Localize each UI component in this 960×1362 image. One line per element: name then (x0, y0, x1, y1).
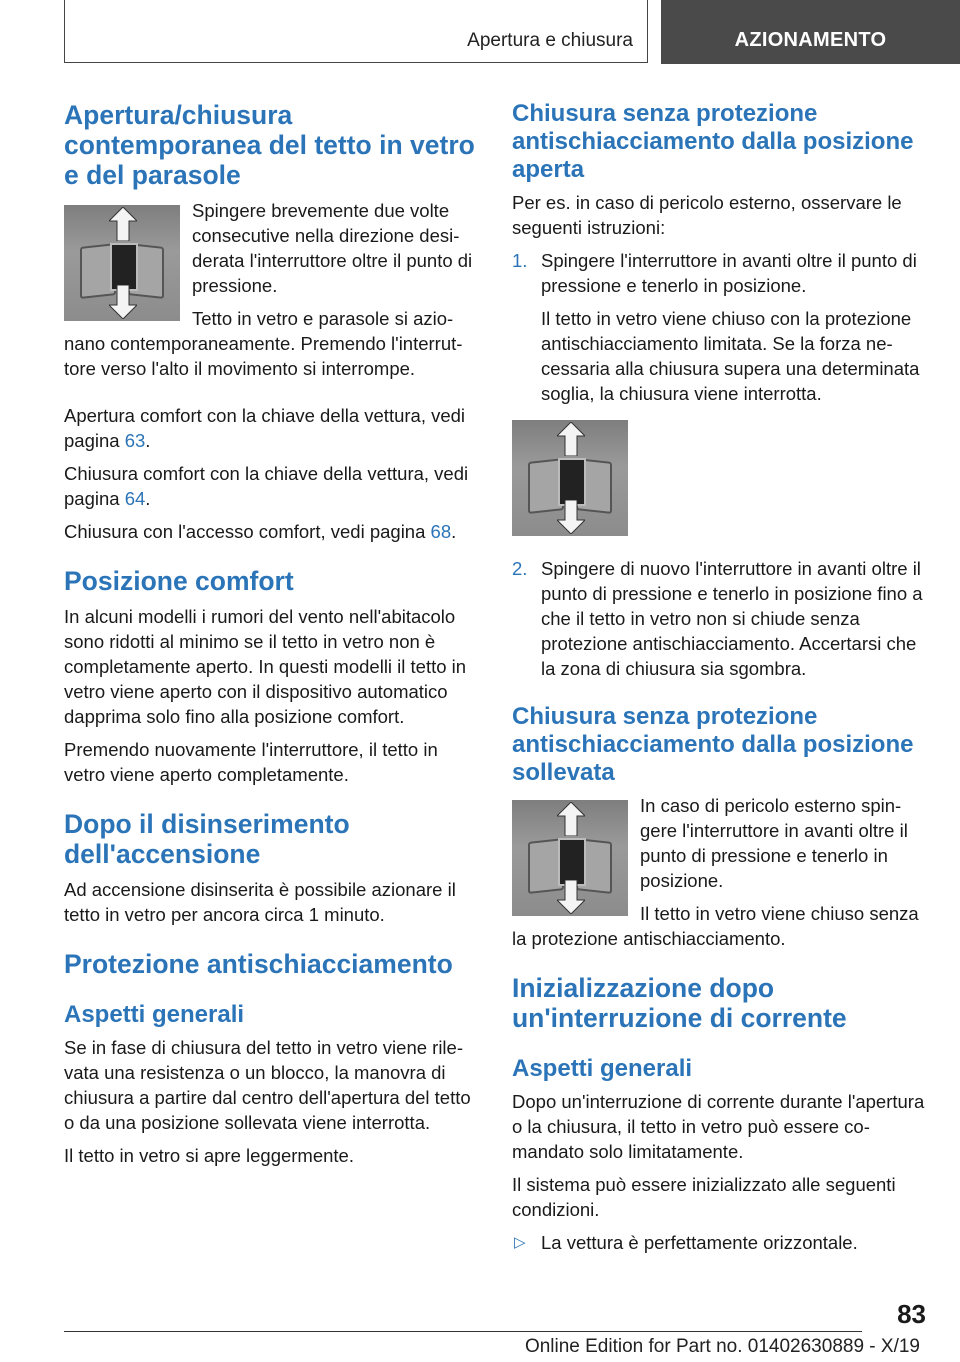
paragraph: Il tetto in vetro viene chiuso senza la protezione antischiacciamento. (512, 903, 919, 949)
paragraph: Chiusura comfort con la chiave della vettura, vedi pagina 64. (64, 463, 469, 509)
list-item: 2. Spingere di nuovo l'interruttore in avanti oltre il punto di pressione e tenerlo in posizione fino a che il tetto in vetro non si chiude senza protezione antischiacciamento. Accertarsi che la zona di chiusura sia sgombra. (512, 558, 923, 679)
header-frame (64, 0, 648, 63)
footer-divider (64, 1331, 862, 1332)
paragraph: Chiusura con l'accesso comfort, vedi pagina 68. (64, 521, 457, 542)
paragraph: Apertura comfort con la chiave della vettura, vedi pagina 63. (64, 405, 466, 451)
right-column (512, 100, 928, 1255)
left-column (64, 100, 480, 1176)
page-link[interactable]: 63 (124, 430, 146, 451)
steps-list (512, 556, 928, 681)
page-number: 83 (897, 1299, 926, 1329)
subheading-aspetti-generali: Aspetti generali (64, 1001, 245, 1028)
paragraph: Dopo un'interruzione di corrente durante l'apertura o la chiusura, il tetto in vetro può essere comandato solo limitatamente. (512, 1091, 925, 1162)
page-link[interactable]: 68 (430, 521, 452, 542)
paragraph: Il sistema può essere inizializzato alle seguenti condizioni. (512, 1174, 896, 1220)
paragraph: Spingere brevemente due volte consecutive nella direzione desiderata l'interruttore oltre il punto di pressione. (192, 200, 473, 296)
paragraph: Tetto in vetro e parasole si azionano contemporaneamente. Premendo l'interruttore verso l'alto il movimento si interrompe. (64, 308, 463, 379)
section-title: Apertura e chiusura (467, 30, 633, 51)
heading-protezione: Protezione antischiacciamento (64, 949, 453, 979)
page-link[interactable]: 64 (124, 488, 146, 509)
sunroof-switch-image (512, 420, 628, 536)
chapter-tab-label: AZIONAMENTO (734, 29, 887, 51)
heading-inizializzazione: Inizializzazione dopo un'interruzione di corrente (512, 973, 847, 1033)
edition-footer: Online Edition for Part no. 01402630889 - X/19 (524, 1336, 920, 1357)
heading-chiusura-aperta: Chiusura senza protezione antischiacciamento dalla posizione aperta (512, 100, 914, 183)
paragraph: Per es. in caso di pericolo esterno, osservare le seguenti istruzioni: (512, 192, 902, 238)
steps-list (512, 248, 928, 406)
sunroof-switch-image (64, 205, 180, 321)
heading-posizione-comfort: Posizione comfort (64, 566, 294, 596)
chapter-tab (661, 0, 960, 64)
step-number: 1. (512, 250, 528, 271)
heading-dopo-disinserimento: Dopo il disinserimento dell'accensione (64, 809, 350, 869)
triangle-bullet-icon: ▷ (514, 1234, 526, 1251)
paragraph: In caso di pericolo esterno spingere l'interruttore in avanti oltre il punto di pressione e tenerlo in posizione. (640, 795, 908, 891)
heading-apertura-chiusura: Apertura/chiusura contemporanea del tetto in vetro e del parasole (64, 100, 475, 190)
heading-chiusura-sollevata: Chiusura senza protezione antischiacciamento dalla posizione sollevata (512, 703, 914, 786)
paragraph: Premendo nuovamente l'interruttore, il tetto in vetro viene aperto completamente. (64, 739, 438, 785)
paragraph: Ad accensione disinserita è possibile azionare il tetto in vetro per ancora circa 1 minuto. (64, 879, 456, 925)
subheading-aspetti-generali: Aspetti generali (512, 1055, 693, 1082)
sunroof-switch-image (512, 800, 628, 916)
step-number: 2. (512, 558, 528, 579)
paragraph: In alcuni modelli i rumori del vento nell'abitacolo sono ridotti al minimo se il tetto in vetro non è completamente aperto. In questi modelli il tetto in vetro viene aperto con il dispositivo automatico dapprima solo fino alla posizione comfort. (64, 606, 467, 727)
bullet-item: ▷ La vettura è perfettamente orizzontale. (514, 1232, 858, 1253)
page-header (64, 0, 960, 64)
list-item: 1. Spingere l'interruttore in avanti oltre il punto di pressione e tenerlo in posizione. Il tetto in vetro viene chiuso con la protezione antischiacciamento limitata. Se la forza necessaria alla chiusura supera una determinata soglia, la chiusura viene interrotta. (512, 250, 920, 404)
paragraph: Se in fase di chiusura del tetto in vetro viene rilevata una resistenza o un blocco, la manovra di chiusura a partire dal centro dell'apertura del tetto o da una posizione sollevata viene interrotta. (64, 1037, 471, 1133)
paragraph: Il tetto in vetro si apre leggermente. (64, 1145, 354, 1166)
